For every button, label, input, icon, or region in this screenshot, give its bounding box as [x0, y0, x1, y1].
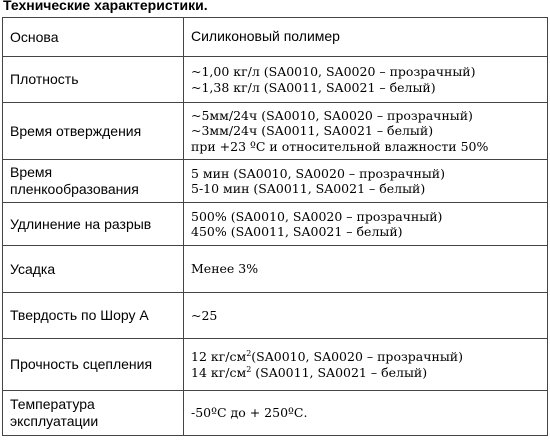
property-label: Плотность	[3, 57, 184, 103]
table-row	[3, 18, 548, 57]
value-line: -50ºС до + 250ºС.	[191, 405, 308, 421]
value-line: Силиконовый полимер	[191, 28, 340, 45]
property-label: Твердость по Шору А	[3, 293, 184, 339]
property-value	[184, 339, 548, 391]
value-line: Менее 3%	[191, 261, 259, 277]
superscript: 2	[246, 364, 252, 374]
table-row	[3, 293, 548, 339]
table-row	[3, 391, 548, 436]
property-label: Время пленкообразования	[3, 160, 184, 203]
value-line	[191, 349, 540, 365]
value-line: 450% (SA0011, SA0021 – белый)	[191, 224, 403, 239]
property-value	[184, 293, 548, 339]
table-row	[3, 160, 548, 203]
value-text: (SA0010, SA0020 – прозрачный)	[251, 349, 463, 364]
property-label: Время отверждения	[3, 103, 184, 160]
property-value	[184, 203, 548, 246]
value-text: (SA0011, SA0021 – белый)	[251, 364, 428, 380]
table-row	[3, 103, 548, 160]
value-line: при +23 ºС и относительной влажности 50%	[191, 138, 489, 154]
value-line: ~25	[191, 307, 218, 323]
value-line: ~3мм/24ч (SA0011, SA0021 – белый)	[191, 123, 434, 139]
value-line	[191, 365, 540, 381]
value-text: 12 кг/см	[191, 349, 247, 364]
value-line: 500% (SA0010, SA0020 – прозрачный)	[191, 208, 443, 224]
value-line: ~5мм/24ч (SA0010, SA0020 – прозрачный)	[191, 107, 473, 123]
section-heading: Технические характеристики.	[3, 0, 208, 13]
table-row	[3, 57, 548, 103]
property-label: Прочность сцепления	[3, 339, 184, 391]
property-value	[184, 18, 548, 57]
superscript: 2	[246, 348, 252, 358]
property-label: Усадка	[3, 246, 184, 293]
property-value	[184, 57, 548, 103]
property-value	[184, 391, 548, 436]
property-value	[184, 160, 548, 203]
property-label: Удлинение на разрыв	[3, 203, 184, 246]
property-value	[184, 246, 548, 293]
table-row	[3, 203, 548, 246]
value-text: 14 кг/см	[191, 364, 247, 380]
property-label: Основа	[3, 18, 184, 57]
table-row	[3, 246, 548, 293]
value-line: ~1,00 кг/л (SA0010, SA0020 – прозрачный)	[191, 64, 476, 79]
property-value	[184, 103, 548, 160]
specifications-table	[2, 17, 548, 436]
table-row	[3, 339, 548, 391]
property-label: Температура эксплуатации	[3, 391, 184, 436]
value-line: 5 мин (SA0010, SA0020 – прозрачный)	[191, 165, 445, 181]
value-line: 5-10 мин (SA0011, SA0021 – белый)	[191, 181, 426, 196]
value-line: ~1,38 кг/л (SA0011, SA0021 – белый)	[191, 79, 436, 95]
